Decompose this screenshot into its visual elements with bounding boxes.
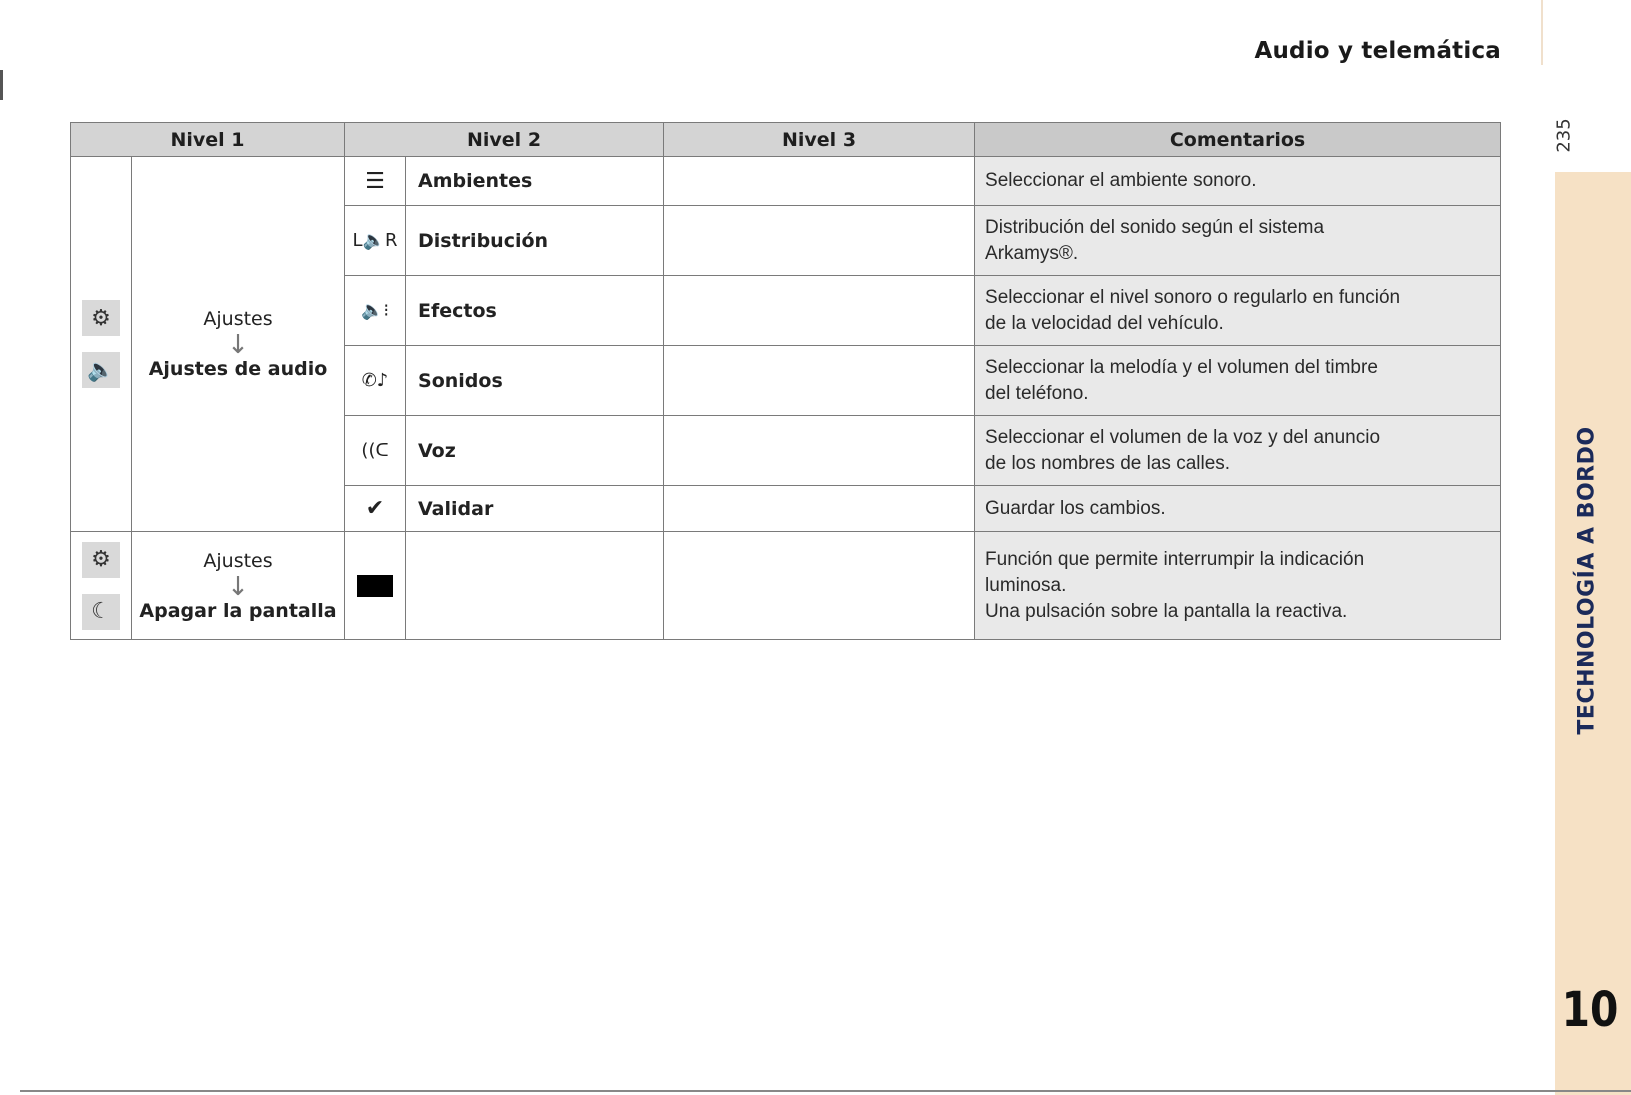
page-edge-rule bbox=[1541, 0, 1543, 65]
gears-icon: ⚙ bbox=[82, 300, 120, 336]
equalizer-icon: ☰ bbox=[345, 157, 406, 206]
black-screen-icon bbox=[345, 532, 406, 640]
level1-bottom-label: Ajustes de audio bbox=[148, 358, 328, 380]
audio-settings-table bbox=[70, 122, 1501, 640]
voice-icon: ((ᑕ bbox=[345, 416, 406, 486]
comment-cell: Seleccionar el nivel sonoro o regularlo en función de la velocidad del vehículo. bbox=[975, 276, 1501, 346]
speaker-effects-icon: 🔈⁝ bbox=[345, 276, 406, 346]
checkmark-icon: ✔ bbox=[345, 486, 406, 532]
page-bottom-rule bbox=[20, 1090, 1631, 1092]
level2-label bbox=[406, 532, 664, 640]
arrow-down-icon: ↓ bbox=[227, 571, 249, 602]
level2-label: Ambientes bbox=[406, 157, 664, 206]
level1-path bbox=[132, 532, 345, 640]
level1-top-label: Ajustes bbox=[203, 549, 273, 572]
section-title: Audio y telemática bbox=[1254, 38, 1501, 64]
level3-cell bbox=[664, 532, 975, 640]
header-nivel-1: Nivel 1 bbox=[71, 123, 345, 157]
level1-path bbox=[132, 157, 345, 532]
level1-top-label: Ajustes bbox=[203, 308, 273, 330]
level1-icons bbox=[71, 532, 132, 640]
chapter-title: TECHNOLOGÍA A BORDO bbox=[1574, 425, 1600, 735]
chapter-tab bbox=[1555, 172, 1631, 1095]
arrow-down-icon: ↓ bbox=[227, 330, 249, 360]
comment-cell: Distribución del sonido según el sistema Arkamys®. bbox=[975, 206, 1501, 276]
header-nivel-2: Nivel 2 bbox=[345, 123, 664, 157]
speaker-icon: 🔈 bbox=[82, 352, 120, 388]
gears-icon: ⚙ bbox=[82, 542, 120, 578]
level3-cell bbox=[664, 346, 975, 416]
level3-cell bbox=[664, 416, 975, 486]
comment-cell: Función que permite interrumpir la indicación luminosa. Una pulsación sobre la pantalla la reactiva. bbox=[975, 532, 1501, 640]
table-row bbox=[71, 157, 1501, 206]
page-number-text: 235 bbox=[1553, 117, 1575, 153]
phone-music-icon: ✆♪ bbox=[345, 346, 406, 416]
header-nivel-3: Nivel 3 bbox=[664, 123, 975, 157]
level2-label: Sonidos bbox=[406, 346, 664, 416]
level2-label: Efectos bbox=[406, 276, 664, 346]
level3-cell bbox=[664, 276, 975, 346]
level2-label: Distribución bbox=[406, 206, 664, 276]
level2-label: Voz bbox=[406, 416, 664, 486]
level2-label: Validar bbox=[406, 486, 664, 532]
page-number bbox=[1549, 110, 1579, 160]
chapter-title-wrap bbox=[1555, 180, 1619, 980]
page-edge-mark bbox=[0, 70, 3, 100]
chapter-number: 10 bbox=[1561, 982, 1619, 1038]
balance-lr-icon: L🔈R bbox=[345, 206, 406, 276]
table-header-row bbox=[71, 123, 1501, 157]
level1-bottom-label: Apagar la pantalla bbox=[139, 599, 337, 622]
level3-cell bbox=[664, 206, 975, 276]
comment-cell: Seleccionar el volumen de la voz y del anuncio de los nombres de las calles. bbox=[975, 416, 1501, 486]
comment-cell: Guardar los cambios. bbox=[975, 486, 1501, 532]
level3-cell bbox=[664, 486, 975, 532]
moon-icon: ☾ bbox=[82, 594, 120, 630]
level3-cell bbox=[664, 157, 975, 206]
comment-cell: Seleccionar la melodía y el volumen del timbre del teléfono. bbox=[975, 346, 1501, 416]
level1-icons bbox=[71, 157, 132, 532]
table-row bbox=[71, 532, 1501, 640]
header-comentarios: Comentarios bbox=[975, 123, 1501, 157]
comment-cell: Seleccionar el ambiente sonoro. bbox=[975, 157, 1501, 206]
